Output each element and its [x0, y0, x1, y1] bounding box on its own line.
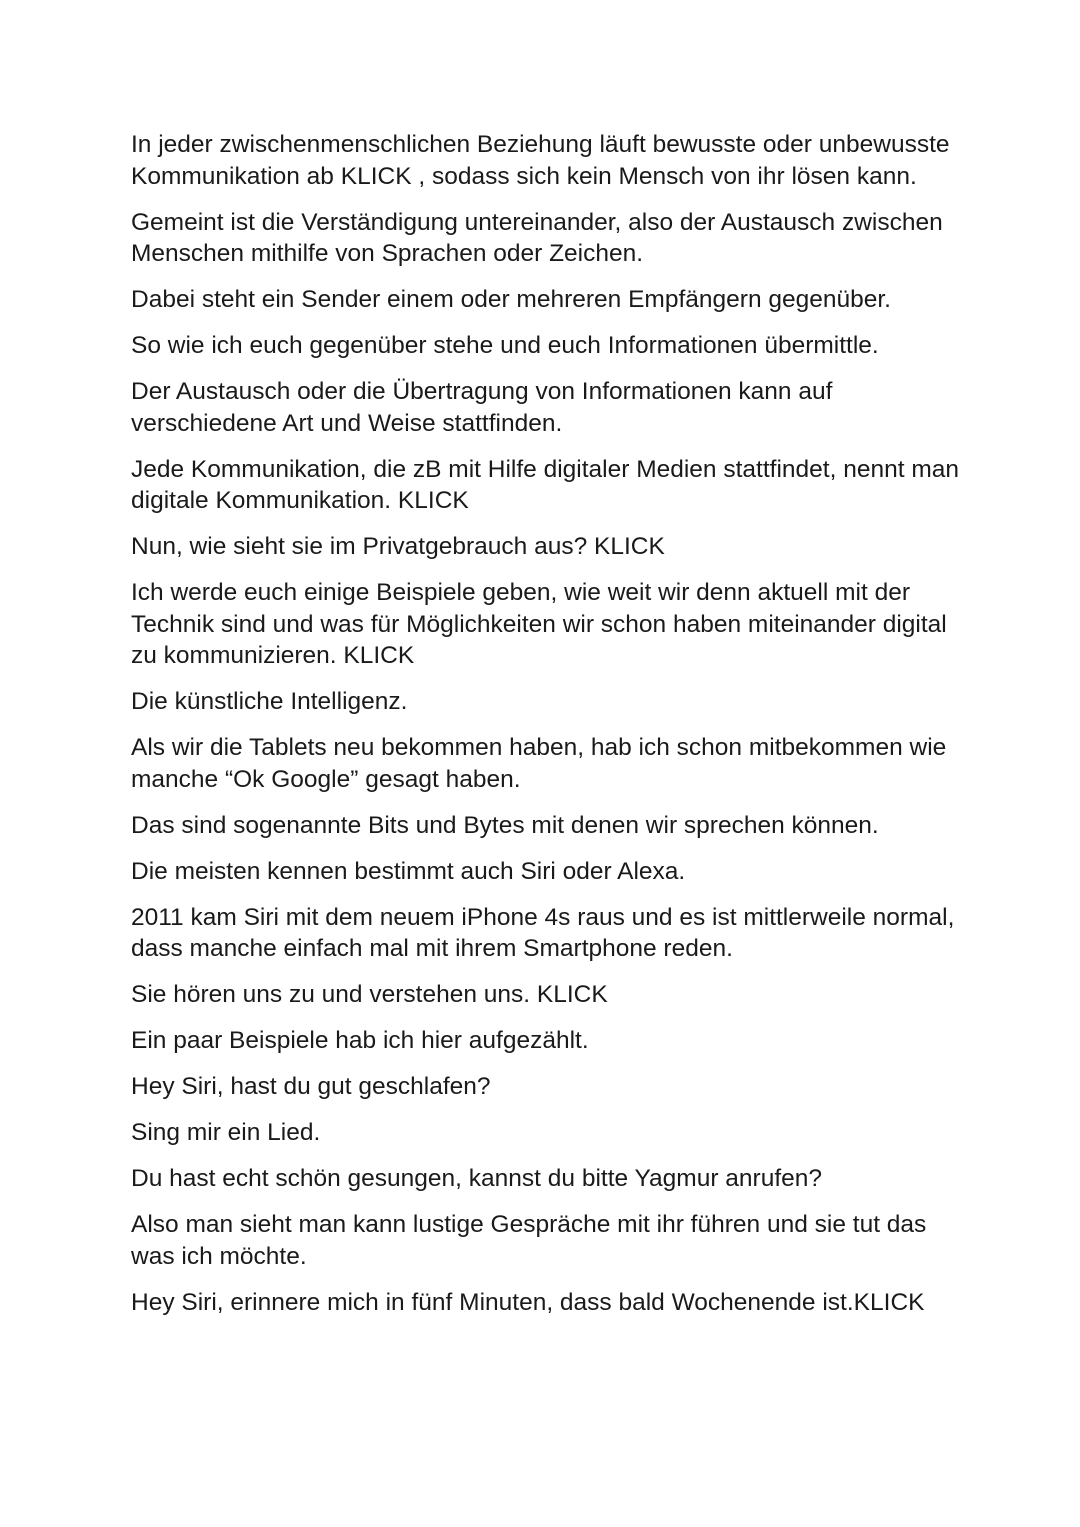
paragraph-6: Jede Kommunikation, die zB mit Hilfe digitaler Medien stattfindet, nennt man digitale Kommunikation. KLICK [131, 455, 959, 514]
paragraph-9: Die künstliche Intelligenz. [131, 688, 408, 715]
paragraph-19: Also man sieht man kann lustige Gespräche mit ihr führen und sie tut das was ich möchte. [131, 1211, 927, 1270]
document-body [131, 129, 961, 1333]
paragraph-1: In jeder zwischenmenschlichen Beziehung läuft bewusste oder unbewusste Kommunikation ab KLICK , sodass sich kein Mensch von ihr lösen kann. [131, 131, 950, 190]
paragraph-18: Du hast echt schön gesungen, kannst du bitte Yagmur anrufen? [131, 1165, 823, 1192]
paragraph-13: 2011 kam Siri mit dem neuem iPhone 4s raus und es ist mittlerweile normal, dass manche einfach mal mit ihrem Smartphone reden. [131, 903, 955, 962]
paragraph-11: Das sind sogenannte Bits und Bytes mit denen wir sprechen können. [131, 811, 879, 839]
paragraph-2: Gemeint ist die Verständigung untereinander, also der Austausch zwischen Menschen mithilfe von Sprachen oder Zeichen. [131, 208, 943, 267]
paragraph-7: Nun, wie sieht sie im Privatgebrauch aus? KLICK [131, 533, 665, 560]
paragraph-4: So wie ich euch gegenüber stehe und euch Informationen übermittle. [131, 332, 879, 359]
paragraph-3: Dabei steht ein Sender einem oder mehreren Empfängern gegenüber. [131, 286, 891, 313]
paragraph-5: Der Austausch oder die Übertragung von Informationen kann auf verschiedene Art und Weise stattfinden. [131, 378, 833, 437]
paragraph-8: Ich werde euch einige Beispiele geben, wie weit wir denn aktuell mit der Technik sind und was für Möglichkeiten wir schon haben miteinander digital zu kommunizieren. KLICK [131, 579, 947, 669]
paragraph-20: Hey Siri, erinnere mich in fünf Minuten, dass bald Wochenende ist.KLICK [131, 1288, 925, 1316]
paragraph-14: Sie hören uns zu und verstehen uns. KLICK [131, 981, 608, 1008]
paragraph-15: Ein paar Beispiele hab ich hier aufgezählt. [131, 1027, 589, 1054]
paragraph-16: Hey Siri, hast du gut geschlafen? [131, 1073, 491, 1100]
paragraph-12: Die meisten kennen bestimmt auch Siri oder Alexa. [131, 857, 686, 885]
paragraph-10: Als wir die Tablets neu bekommen haben, hab ich schon mitbekommen wie manche “Ok Google” gesagt haben. [131, 734, 947, 793]
paragraph-17: Sing mir ein Lied. [131, 1119, 321, 1146]
